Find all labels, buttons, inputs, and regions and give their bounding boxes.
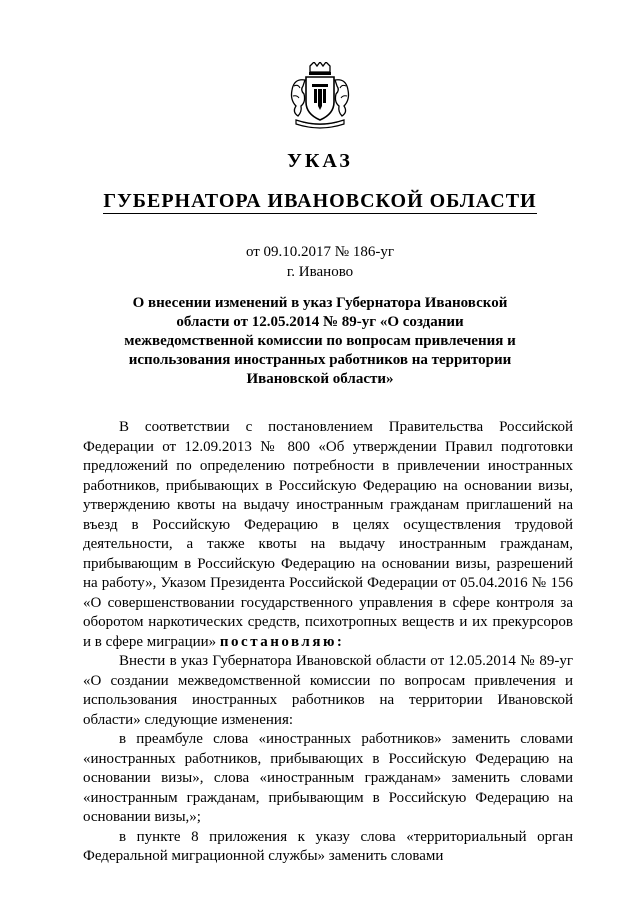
document-type-heading: УКАЗ — [287, 150, 353, 172]
date-and-number: от 09.10.2017 № 186-уг — [245, 244, 395, 260]
issuing-authority-text: ГУБЕРНАТОРА ИВАНОВСКОЙ ОБЛАСТИ — [103, 190, 537, 212]
body-paragraph-change-2: в пункте 8 приложения к указу слова «территориальный орган Федеральной миграционной службы» заменить словами — [83, 828, 573, 864]
decree-subject: О внесении изменений в указ Губернатора Ивановской области от 12.05.2014 № 89-уг «О создании межведомственной комиссии по вопросам привлечения и использования иностранных работников на территории Ивановской области» — [124, 295, 516, 387]
body-paragraph-change-1: в преамбуле слова «иностранных работников» заменить словами «иностранных работников, прибывающих в Российскую Федерацию на основании визы», слова «иностранным гражданам» заменить словами «иностранным гражданам, прибывающим в Российскую Федерацию на основании визы,»; — [83, 731, 573, 825]
coat-of-arms-icon — [288, 62, 352, 130]
body-paragraph-preamble — [83, 418, 573, 652]
preamble-text: В соответствии с постановлением Правительства Российской Федерации от 12.09.2013 № 800 «Об утверждении Правил подготовки предложений по определению потребности в привлечении иностранных работников, прибывающих в Российскую Федерацию на основании визы, утверждению квоты на выдачу иностранным гражданам приглашений на въезд в Российскую Федерацию в целях осуществления трудовой деятельности, а также квоты на выдачу иностранным гражданам, прибывающим в Российскую Федерацию на основании визы, разрешений на работу», Указом Президента Российской Федерации от 05.04.2016 № 156 «О совершенствовании государственного управления в сфере контроля за оборотом наркотических средств, психотропных веществ и их прекурсоров и в сфере миграции» — [83, 419, 573, 650]
city-of-issue: г. Иваново — [286, 264, 354, 280]
decree-body — [83, 418, 573, 867]
body-paragraph-amendment: Внести в указ Губернатора Ивановской области от 12.05.2014 № 89-уг «О создании межведомственной комиссии по вопросам привлечения и использования иностранных работников на территории Ивановской области» следующие изменения: — [83, 653, 573, 728]
decree-verb: постановляю: — [219, 633, 345, 650]
issuing-authority-heading — [0, 190, 640, 213]
